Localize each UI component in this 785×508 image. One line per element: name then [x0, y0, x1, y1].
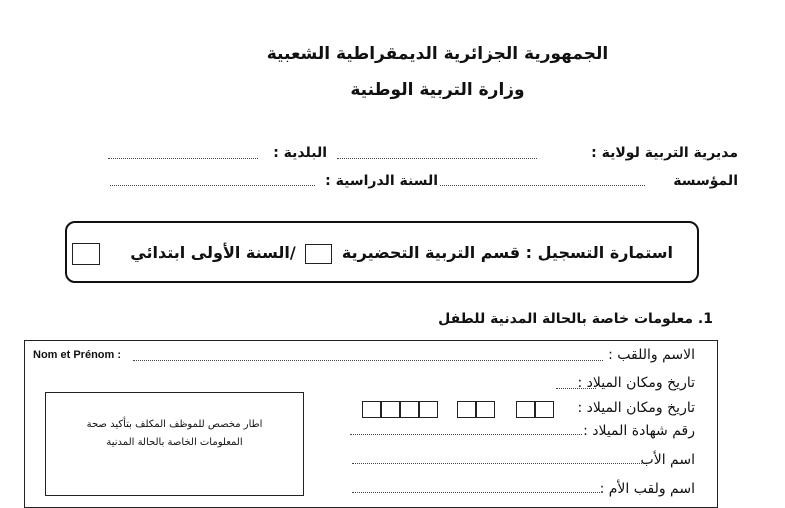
digit-box[interactable] — [457, 401, 476, 418]
mother-name-label: اسم ولقب الأم : — [599, 481, 695, 497]
mother-name-field[interactable] — [352, 492, 602, 493]
birth-month-boxes[interactable] — [457, 401, 495, 418]
preparatory-checkbox[interactable] — [305, 244, 332, 264]
digit-box[interactable] — [535, 401, 554, 418]
form-title — [130, 243, 673, 264]
directorate-field[interactable] — [337, 158, 537, 159]
directorate-label: مديرية التربية لولاية : — [591, 145, 738, 161]
name-ar-label: الاسم واللقب : — [608, 347, 695, 363]
birth-year-boxes[interactable] — [362, 401, 438, 418]
verification-note-line2: المعلومات الخاصة بالحالة المدنية — [106, 437, 243, 448]
digit-box[interactable] — [419, 401, 438, 418]
verification-note-line1: اطار مخصص للموظف المكلف بتأكيد صحة — [86, 419, 263, 430]
digit-box[interactable] — [362, 401, 381, 418]
municipality-field[interactable] — [108, 158, 258, 159]
birth-cert-field[interactable] — [350, 434, 582, 435]
first-year-checkbox[interactable] — [72, 243, 100, 265]
father-name-field[interactable] — [352, 463, 644, 464]
birth-date-place-label: تاريخ ومكان الميلاد : — [577, 375, 695, 391]
name-field[interactable] — [133, 360, 603, 361]
birth-date-boxes-label: تاريخ ومكان الميلاد : — [577, 400, 695, 416]
section1-title: 1. معلومات خاصة بالحالة المدنية للطفل — [438, 311, 713, 327]
form-title-prefix: استمارة التسجيل : قسم التربية التحضيرية — [341, 243, 673, 262]
institution-field[interactable] — [440, 185, 645, 186]
ministry-title: وزارة التربية الوطنية — [350, 80, 525, 100]
republic-title: الجمهورية الجزائرية الديمقراطية الشعبية — [266, 44, 609, 64]
institution-label: المؤسسة — [673, 173, 738, 189]
digit-box[interactable] — [476, 401, 495, 418]
verification-note — [55, 416, 294, 452]
digit-box[interactable] — [516, 401, 535, 418]
name-fr-label: Nom et Prénom : — [33, 349, 122, 361]
digit-box[interactable] — [381, 401, 400, 418]
form-title-suffix: /السنة الأولى ابتدائي — [130, 243, 296, 262]
birth-day-boxes[interactable] — [516, 401, 554, 418]
digit-box[interactable] — [400, 401, 419, 418]
father-name-label: اسم الأب — [640, 452, 695, 468]
birth-cert-label: رقم شهادة الميلاد : — [583, 423, 695, 439]
municipality-label: البلدية : — [273, 145, 327, 161]
school-year-field[interactable] — [110, 185, 315, 186]
birth-date-place-field[interactable] — [556, 388, 596, 389]
school-year-label: السنة الدراسية : — [325, 173, 438, 189]
